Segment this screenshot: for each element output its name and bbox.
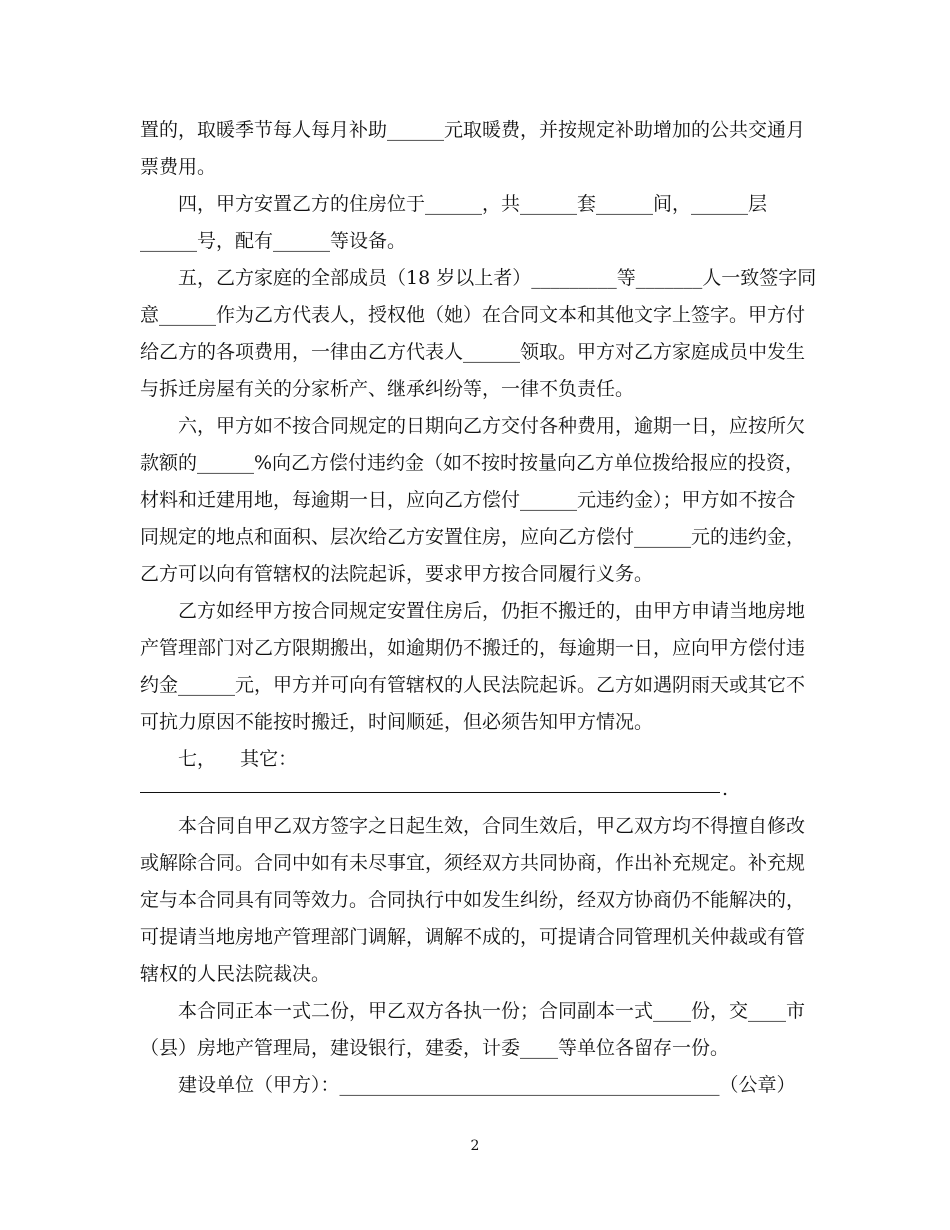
paragraph-line: 可抗力原因不能按时搬迁，时间顺延，但必须告知甲方情况。 bbox=[140, 711, 654, 733]
paragraph-line: 同规定的地点和面积、层次给乙方安置住房，应向乙方偿付______元的违约金， bbox=[140, 526, 806, 548]
page-number: 2 bbox=[470, 1138, 480, 1154]
paragraph-line: 乙方如经甲方按合同规定安置住房后，仍拒不搬迁的，由甲方申请当地房地 bbox=[178, 600, 806, 622]
paragraph-line: 本合同正本一式二份，甲乙双方各执一份；合同副本一式____份，交____市 bbox=[178, 1000, 806, 1022]
paragraph-line: 产管理部门对乙方限期搬出，如逾期仍不搬迁的，每逾期一日，应向甲方偿付违 bbox=[140, 637, 806, 659]
paragraph-line: 款额的______%向乙方偿付违约金（如不按时按量向乙方单位拨给报应的投资， bbox=[140, 452, 805, 474]
paragraph-line: 给乙方的各项费用，一律由乙方代表人______领取。甲方对乙方家庭成员中发生 bbox=[140, 341, 806, 363]
paragraph-line: 意______作为乙方代表人，授权他（她）在合同文本和其他文字上签字。甲方付 bbox=[140, 304, 806, 326]
paragraph-line: 与拆迁房屋有关的分家析产、继承纠纷等，一律不负责任。 bbox=[140, 378, 635, 400]
paragraph-line: 材料和迁建用地，每逾期一日，应向乙方偿付______元违约金）；甲方如不按合 bbox=[140, 489, 796, 511]
paragraph-line: 约金______元，甲方并可向有管辖权的人民法院起诉。乙方如遇阴雨天或其它不 bbox=[140, 674, 806, 696]
paragraph-line: 辖权的人民法院裁决。 bbox=[140, 963, 331, 985]
paragraph-line: ______号，配有______等设备。 bbox=[140, 230, 407, 252]
paragraph-line: 定与本合同具有同等效力。合同执行中如发生纠纷，经双方协商仍不能解决的， bbox=[140, 889, 806, 911]
signature-line: 建设单位（甲方）：________________________________________（公章） bbox=[178, 1074, 796, 1096]
paragraph-line: 乙方可以向有管辖权的法院起诉，要求甲方按合同履行义务。 bbox=[140, 563, 654, 585]
paragraph-line: 本合同自甲乙双方签字之日起生效，合同生效后，甲乙双方均不得擅自修改 bbox=[178, 815, 806, 837]
paragraph-line: 五，乙方家庭的全部成员（18 岁以上者）_________等_______人一致签字同 bbox=[178, 267, 817, 289]
blank-fill-line bbox=[140, 792, 720, 793]
paragraph-line: 或解除合同。合同中如有未尽事宜，须经双方共同协商，作出补充规定。补充规 bbox=[140, 852, 806, 874]
paragraph-line: 置的，取暖季节每人每月补助______元取暖费，并按规定补助增加的公共交通月 bbox=[140, 119, 806, 141]
paragraph-line: 四，甲方安置乙方的住房位于______，共______套______间，______层 bbox=[178, 193, 768, 215]
paragraph-line: 可提请当地房地产管理部门调解，调解不成的，可提请合同管理机关仲裁或有管 bbox=[140, 926, 806, 948]
paragraph-line: （县）房地产管理局，建设银行，建委，计委____等单位各留存一份。 bbox=[140, 1037, 730, 1059]
section-heading: 七， 其它： bbox=[178, 748, 298, 770]
blank-fill-end: . bbox=[722, 778, 729, 800]
paragraph-line: 票费用。 bbox=[140, 156, 217, 178]
paragraph-line: 六，甲方如不按合同规定的日期向乙方交付各种费用，逾期一日，应按所欠 bbox=[178, 415, 806, 437]
